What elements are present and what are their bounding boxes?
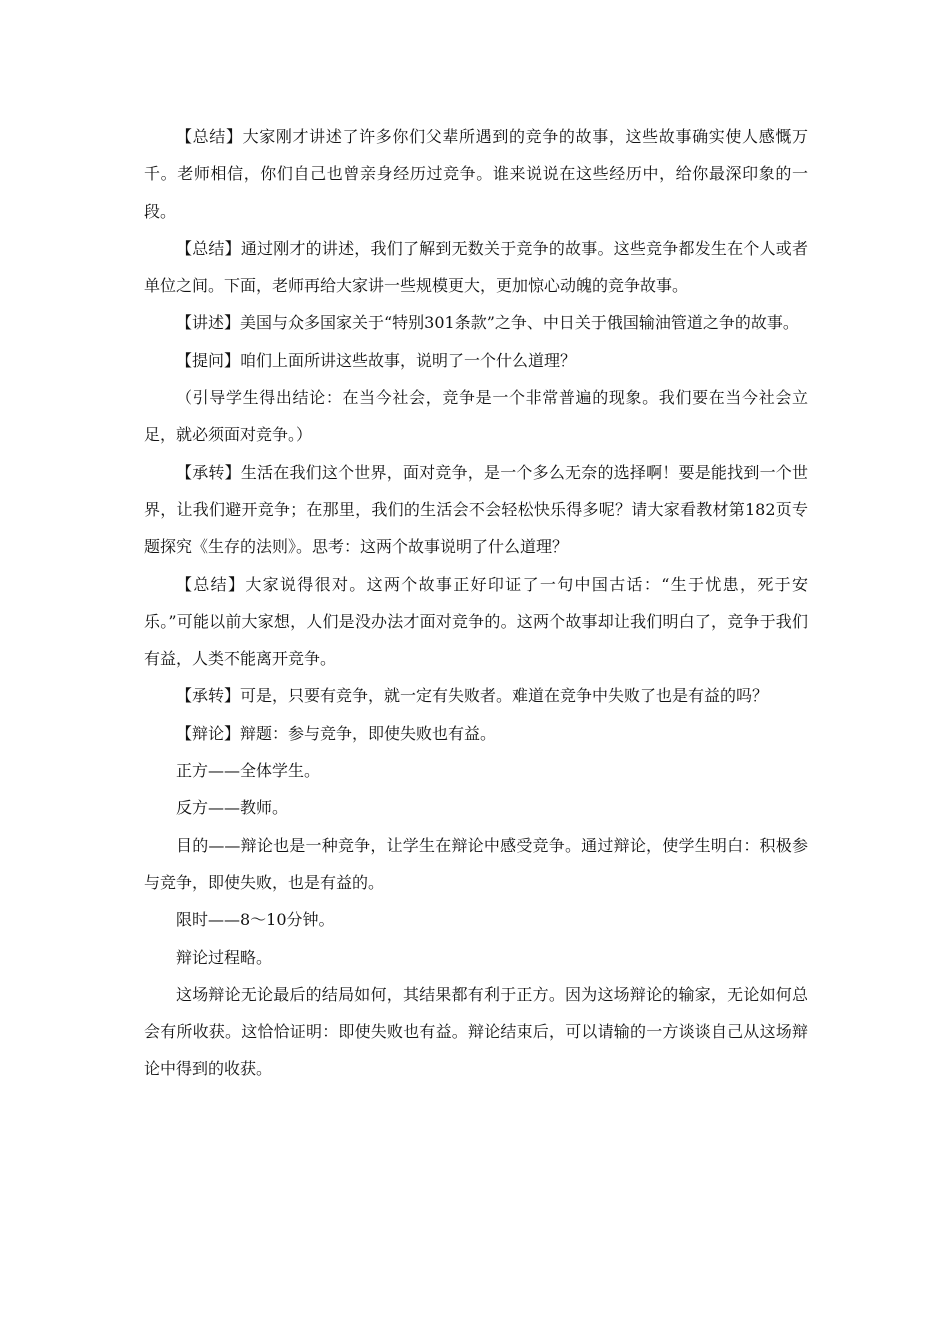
question-paragraph: 【提问】咱们上面所讲这些故事，说明了一个什么道理？ bbox=[176, 350, 577, 370]
process-omitted-line: 辩论过程略。 bbox=[176, 947, 273, 967]
purpose-paragraph: 目的——辩论也是一种竞争，让学生在辩论中感受竞争。通过辩论，使学生明白：积极参与竞争，即使失败，也是有益的。 bbox=[144, 835, 808, 892]
transition-paragraph-1: 【承转】生活在我们这个世界，面对竞争，是一个多么无奈的选择啊！要是能找到一个世界，让我们避开竞争；在那里，我们的生活会不会轻松快乐得多呢？请大家看教材第182页专题探究《生存的法则》。思考：这两个故事说明了什么道理？ bbox=[144, 462, 808, 557]
transition-paragraph-2: 【承转】可是，只要有竞争，就一定有失败者。难道在竞争中失败了也是有益的吗？ bbox=[176, 686, 769, 706]
lesson-body bbox=[144, 118, 808, 1088]
narration-paragraph: 【讲述】美国与众多国家关于“特别301条款”之争、中日关于俄国输油管道之争的故事。 bbox=[176, 313, 799, 333]
conclusion-paragraph: 这场辩论无论最后的结局如何，其结果都有利于正方。因为这场辩论的输家，无论如何总会有所收获。这恰恰证明：即使失败也有益。辩论结束后，可以请输的一方谈谈自己从这场辩论中得到的收获。 bbox=[144, 984, 808, 1079]
negative-side-line: 反方——教师。 bbox=[176, 798, 289, 818]
summary-paragraph-3: 【总结】大家说得很对。这两个故事正好印证了一句中国古话：“生于忧患，死于安乐。”可能以前大家想，人们是没办法才面对竞争的。这两个故事却让我们明白了，竞争于我们有益，人类不能离开竞争。 bbox=[144, 574, 808, 669]
affirmative-side-line: 正方——全体学生。 bbox=[176, 761, 321, 781]
debate-topic-paragraph: 【辩论】辩题：参与竞争，即使失败也有益。 bbox=[176, 723, 497, 743]
summary-paragraph-1: 【总结】大家刚才讲述了许多你们父辈所遇到的竞争的故事，这些故事确实使人感慨万千。老师相信，你们自己也曾亲身经历过竞争。谁来说说在这些经历中，给你最深印象的一段。 bbox=[144, 127, 808, 221]
summary-paragraph-2: 【总结】通过刚才的讲述，我们了解到无数关于竞争的故事。这些竞争都发生在个人或者单位之间。下面，老师再给大家讲一些规模更大，更加惊心动魄的竞争故事。 bbox=[144, 238, 808, 296]
time-limit-line: 限时——8～10分钟。 bbox=[176, 910, 335, 930]
guidance-paragraph: （引导学生得出结论：在当今社会，竞争是一个非常普遍的现象。我们要在当今社会立足，就必须面对竞争。） bbox=[144, 388, 808, 445]
